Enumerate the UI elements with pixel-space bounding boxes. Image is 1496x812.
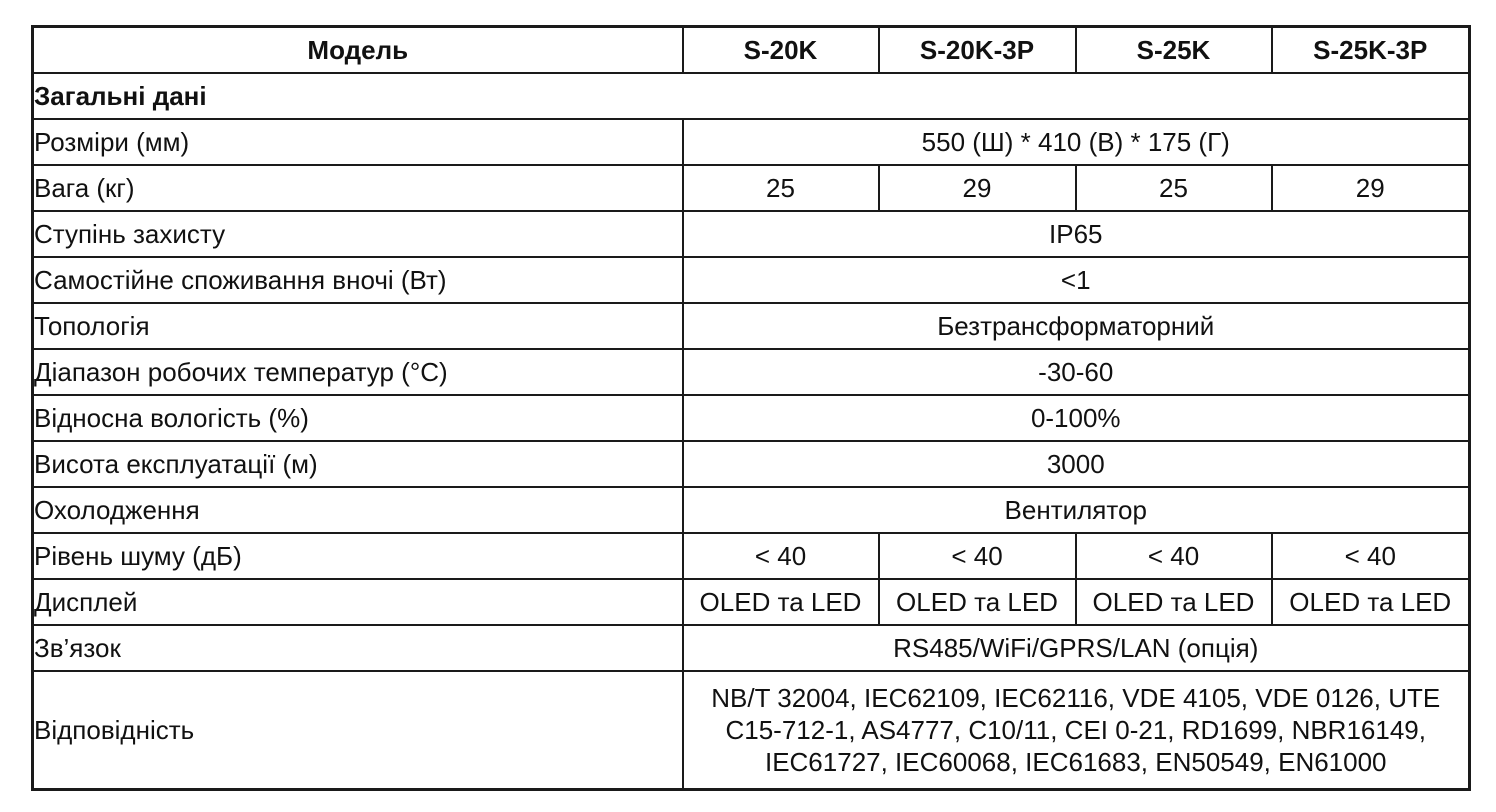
table-row	[33, 533, 1470, 579]
row-label: Самостійне споживання вночі (Вт)	[33, 257, 683, 303]
row-value: OLED та LED	[879, 579, 1076, 625]
spec-table	[31, 25, 1471, 791]
row-value: < 40	[683, 533, 879, 579]
row-value: 25	[1076, 165, 1272, 211]
row-label: Ступінь захисту	[33, 211, 683, 257]
row-label: Зв’язок	[33, 625, 683, 671]
row-value: OLED та LED	[683, 579, 879, 625]
table-row	[33, 671, 1470, 790]
row-value: RS485/WiFi/GPRS/LAN (опція)	[683, 625, 1470, 671]
table-row	[33, 119, 1470, 165]
section-title: Загальні дані	[33, 73, 1470, 119]
table-row	[33, 441, 1470, 487]
row-label: Відповідність	[33, 671, 683, 790]
table-row	[33, 257, 1470, 303]
compliance-line: NB/T 32004, IEC62109, IEC62116, VDE 4105, VDE 0126, UTE	[711, 683, 1441, 713]
row-value: 29	[879, 165, 1076, 211]
row-label: Дисплей	[33, 579, 683, 625]
compliance-standards	[683, 671, 1470, 790]
row-value: < 40	[1272, 533, 1470, 579]
header-row	[33, 27, 1470, 74]
table-row	[33, 487, 1470, 533]
row-label: Відносна вологість (%)	[33, 395, 683, 441]
compliance-line: IEC61727, IEC60068, IEC61683, EN50549, EN61000	[764, 747, 1387, 777]
table-row	[33, 211, 1470, 257]
model-s-25k: S-25K	[1076, 27, 1272, 74]
model-s-25k-3p: S-25K-3P	[1272, 27, 1470, 74]
table-row	[33, 579, 1470, 625]
model-s-20k: S-20K	[683, 27, 879, 74]
table-row	[33, 349, 1470, 395]
row-label: Вага (кг)	[33, 165, 683, 211]
row-value: IP65	[683, 211, 1470, 257]
table-row	[33, 165, 1470, 211]
row-value: -30-60	[683, 349, 1470, 395]
model-s-20k-3p: S-20K-3P	[879, 27, 1076, 74]
row-value: OLED та LED	[1076, 579, 1272, 625]
row-value: Безтрансформаторний	[683, 303, 1470, 349]
row-value: 0-100%	[683, 395, 1470, 441]
compliance-line: C15-712-1, AS4777, C10/11, CEI 0-21, RD1699, NBR16149,	[725, 715, 1426, 745]
row-label: Діапазон робочих температур (°C)	[33, 349, 683, 395]
table-row	[33, 395, 1470, 441]
row-value: OLED та LED	[1272, 579, 1470, 625]
row-label: Висота експлуатації (м)	[33, 441, 683, 487]
table-row	[33, 303, 1470, 349]
row-value: < 40	[1076, 533, 1272, 579]
row-label: Рівень шуму (дБ)	[33, 533, 683, 579]
row-value: < 40	[879, 533, 1076, 579]
row-value: 29	[1272, 165, 1470, 211]
row-label: Топологія	[33, 303, 683, 349]
section-row	[33, 73, 1470, 119]
table-row	[33, 625, 1470, 671]
row-value: <1	[683, 257, 1470, 303]
row-value: 550 (Ш) * 410 (В) * 175 (Г)	[683, 119, 1470, 165]
row-label: Розміри (мм)	[33, 119, 683, 165]
row-label: Охолодження	[33, 487, 683, 533]
row-value: Вентилятор	[683, 487, 1470, 533]
row-value: 25	[683, 165, 879, 211]
row-value: 3000	[683, 441, 1470, 487]
model-header: Модель	[33, 27, 683, 74]
